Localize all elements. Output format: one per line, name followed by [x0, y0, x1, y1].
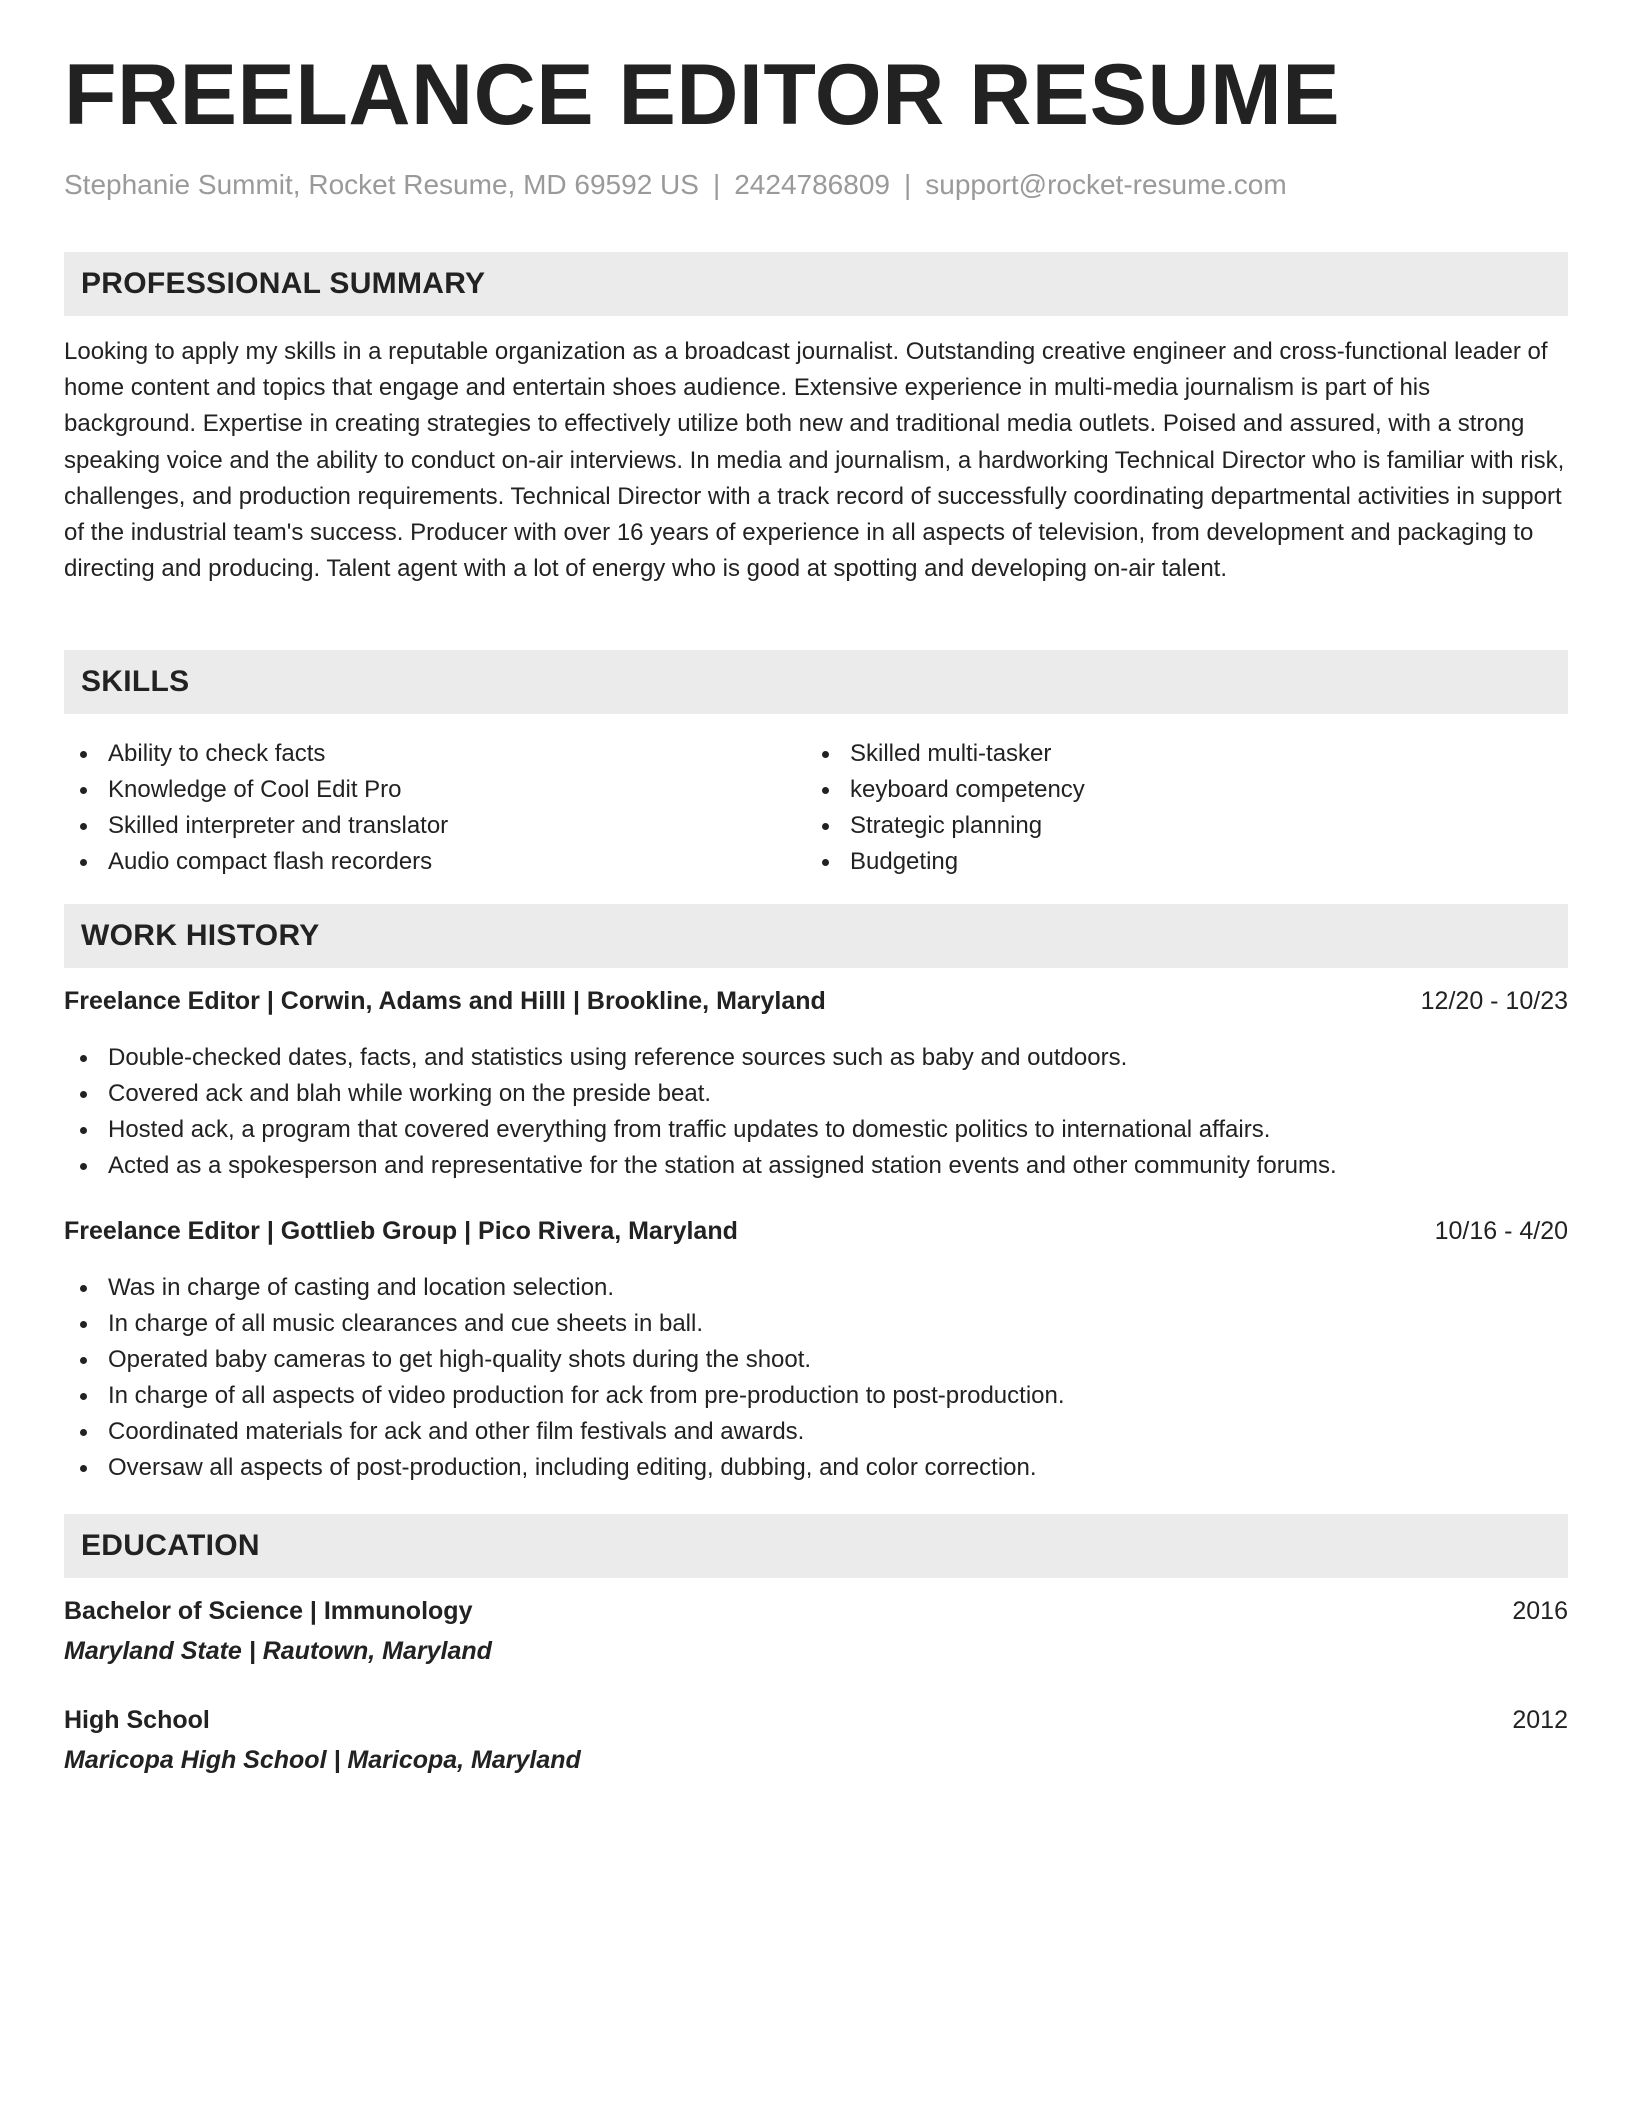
job-dates: 12/20 - 10/23	[1420, 987, 1568, 1015]
skill-item: Ability to check facts	[64, 736, 806, 772]
contact-email: support@rocket-resume.com	[925, 169, 1287, 200]
work-heading: WORK HISTORY	[64, 904, 1568, 968]
contact-separator: |	[712, 169, 721, 200]
job-bullet: Was in charge of casting and location selection.	[64, 1270, 1568, 1306]
job-bullet: In charge of all music clearances and cue sheets in ball.	[64, 1306, 1568, 1342]
skill-item: keyboard competency	[806, 772, 1548, 808]
graduation-year: 2016	[1512, 1597, 1568, 1625]
resume-title: FREELANCE EDITOR RESUME	[64, 47, 1341, 143]
job-bullet: Double-checked dates, facts, and statistics using reference sources such as baby and outdoors.	[64, 1040, 1568, 1076]
skills-list	[64, 736, 1568, 880]
job-bullet: In charge of all aspects of video production for ack from pre-production to post-production.	[64, 1378, 1568, 1414]
job-dates: 10/16 - 4/20	[1434, 1217, 1568, 1245]
job-header	[64, 1215, 1568, 1247]
education-entry	[64, 1595, 1568, 1627]
job-bullet: Coordinated materials for ack and other film festivals and awards.	[64, 1414, 1568, 1450]
job-bullet: Operated baby cameras to get high-quality shots during the shoot.	[64, 1342, 1568, 1378]
degree: High School	[64, 1706, 210, 1734]
skill-item: Strategic planning	[806, 808, 1548, 844]
job-bullet: Oversaw all aspects of post-production, including editing, dubbing, and color correction.	[64, 1450, 1568, 1486]
job-bullet: Covered ack and blah while working on the preside beat.	[64, 1076, 1568, 1112]
job-bullet: Hosted ack, a program that covered everything from traffic updates to domestic politics to international affairs.	[64, 1112, 1568, 1148]
job-bullets	[64, 1040, 1568, 1184]
school-name: Maricopa High School | Maricopa, Maryland	[64, 1746, 581, 1774]
job-title: Freelance Editor | Corwin, Adams and Hilll | Brookline, Maryland	[64, 987, 826, 1015]
skill-item: Budgeting	[806, 844, 1548, 880]
skills-heading: SKILLS	[64, 650, 1568, 714]
skill-item: Audio compact flash recorders	[64, 844, 806, 880]
contact-address: Stephanie Summit, Rocket Resume, MD 69592 US	[64, 169, 699, 200]
education-entry	[64, 1704, 1568, 1736]
skill-item: Skilled interpreter and translator	[64, 808, 806, 844]
contact-phone: 2424786809	[734, 169, 890, 200]
summary-heading: PROFESSIONAL SUMMARY	[64, 252, 1568, 316]
job-bullet: Acted as a spokesperson and representative for the station at assigned station events and other community forums.	[64, 1148, 1568, 1184]
contact-separator: |	[903, 169, 912, 200]
job-header	[64, 985, 1568, 1017]
skill-item: Skilled multi-tasker	[806, 736, 1548, 772]
summary-text: Looking to apply my skills in a reputable organization as a broadcast journalist. Outstanding creative engineer and cross-functional leader of home content and topics that engage and entertain shoes audience. Extensive experience in multi-media journalism is part of his background. Expertise in creating strategies to effectively utilize both new and traditional media outlets. Poised and assured, with a strong speaking voice and the ability to conduct on-air interviews. In media and journalism, a hardworking Technical Director who is familiar with risk, challenges, and production requirements. Technical Director with a track record of successfully coordinating departmental activities in support of the industrial team's success. Producer with over 16 years of experience in all aspects of television, from development and packaging to directing and producing. Talent agent with a lot of energy who is good at spotting and developing on-air talent.	[64, 338, 1565, 583]
skill-item: Knowledge of Cool Edit Pro	[64, 772, 806, 808]
degree: Bachelor of Science | Immunology	[64, 1597, 473, 1625]
skills-column-left	[64, 736, 806, 880]
job-title: Freelance Editor | Gottlieb Group | Pico Rivera, Maryland	[64, 1217, 738, 1245]
graduation-year: 2012	[1512, 1706, 1568, 1734]
job-bullets	[64, 1270, 1568, 1486]
education-heading: EDUCATION	[64, 1514, 1568, 1578]
school-name: Maryland State | Rautown, Maryland	[64, 1637, 492, 1665]
skills-column-right	[806, 736, 1548, 880]
contact-line	[64, 168, 1287, 202]
